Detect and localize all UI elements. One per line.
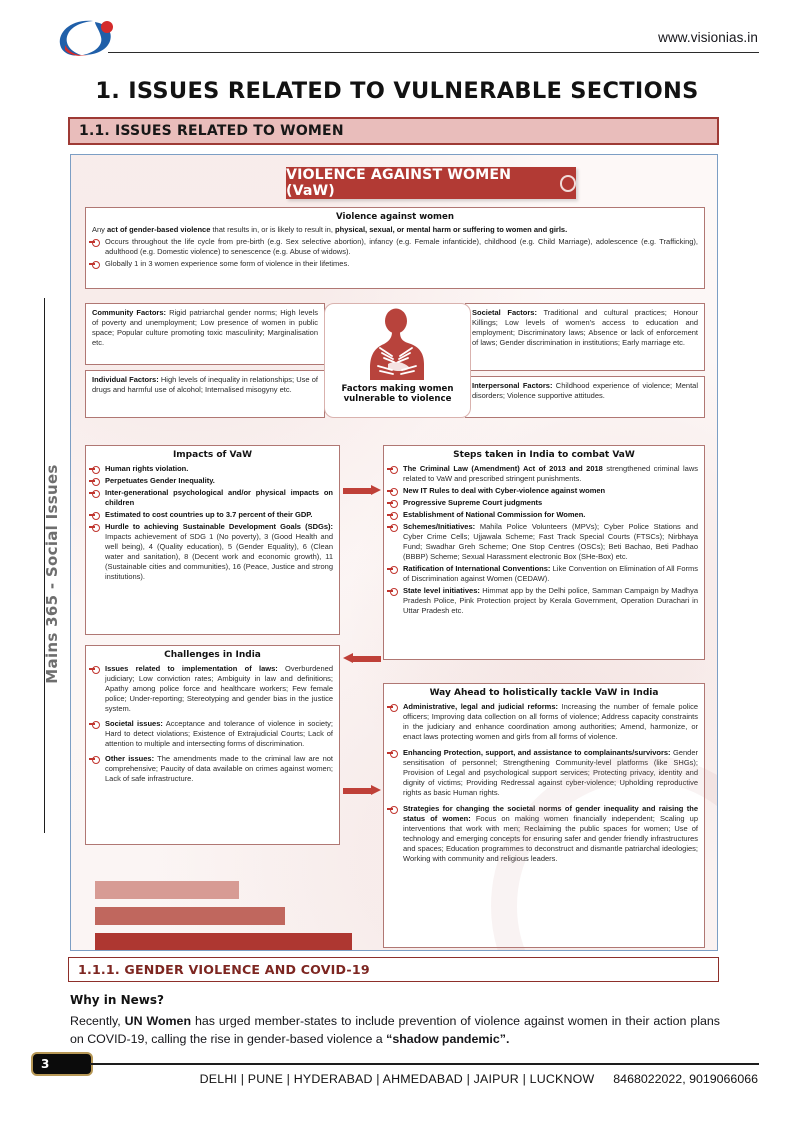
way-ahead-title: Way Ahead to holistically tackle VaW in India — [429, 688, 659, 698]
page-number: 3 — [41, 1057, 50, 1071]
societal-factors-label: Societal Factors: — [472, 308, 537, 317]
list-item-rest: Increasing the number of female police officers; Improving data collection on all forms of violence; Address capacity constraints in the judiciary and enhance coordination among authorities; Amend, harmonize, or enact laws protecting women and girls from all forms of violence. — [403, 702, 698, 741]
list-item-bold: Estimated to cost countries up to 3.7 percent of their GDP. — [105, 509, 313, 519]
list-item-rest: The amendments made to the criminal law are not comprehensive; Paucity of data available on crimes against women; Lack of safe infrastructure. — [105, 753, 333, 783]
decorative-bar-1 — [95, 881, 239, 899]
woman-silhouette-icon — [362, 308, 434, 382]
center-illustration-caption — [341, 384, 453, 405]
definition-lead-bold-2: physical, sexual, or mental harm or suffering to women and girls. — [335, 225, 568, 234]
decorative-bar-2 — [95, 907, 285, 925]
list-item — [390, 564, 698, 584]
challenges-card — [85, 645, 340, 845]
list-item — [390, 464, 698, 484]
list-item-bold: Establishment of National Commission for Women. — [403, 509, 586, 519]
list-item-bold: Ratification of International Conventions: — [403, 563, 551, 573]
societal-factors-card — [465, 303, 705, 371]
list-item-rest: Mahila Police Volunteers (MPVs); Cyber Police Stations and Cyber Crime Cells; Ujjawala Scheme; Fast Track Special Courts (FTSCs); Nirbhaya Fund; Swadhar Greh Scheme; One Stop Centres (OSCs); Beti Bachao, Beti Padhao (BBBP) Scheme; Sexual Harassment electronic Box (SHe-Box) etc. — [403, 521, 698, 561]
steps-list — [390, 464, 698, 616]
list-item-bold: New IT Rules to deal with Cyber-violence against women — [403, 485, 606, 495]
infographic-panel — [70, 154, 718, 951]
definition-lead-plain-1: Any — [92, 225, 108, 234]
list-item — [92, 522, 333, 582]
list-item-rest: Impacts achievement of SDG 1 (No poverty), 3 (Good Health and well being), 4 (Quality education), 5 (Gender Equality), 6 (Clean water and sanitation), 8 (Decent work and economic growth), 11 (Sustainable cities and communities), 16 (Peace, Justice and strong institutions). — [105, 531, 333, 581]
list-item — [390, 586, 698, 616]
infographic-banner-title: VIOLENCE AGAINST WOMEN (VaW) — [286, 167, 512, 199]
page-header — [0, 0, 794, 70]
definition-lead-plain-2: that results in, or is likely to result in, — [210, 225, 336, 234]
header-divider — [108, 52, 759, 53]
list-item-bold: Enhancing Protection, support, and assistance to complainants/survivors: — [403, 747, 671, 757]
steps-title: Steps taken in India to combat VaW — [453, 450, 635, 460]
impacts-card — [85, 445, 340, 635]
why-bold-1: UN Women — [124, 1014, 192, 1028]
definition-bullet-list — [92, 237, 698, 269]
list-item-bold: Hurdle to achieving Sustainable Development Goals (SDGs): — [105, 521, 333, 531]
list-item — [92, 719, 333, 749]
definition-lead — [92, 225, 698, 235]
challenges-title: Challenges in India — [164, 650, 261, 660]
list-item-bold: Strategies for changing the societal norms of gender inequality and raising the status of women: — [403, 803, 698, 823]
list-item — [92, 754, 333, 784]
page-title: 1. ISSUES RELATED TO VULNERABLE SECTIONS — [95, 78, 699, 104]
list-item — [390, 498, 698, 508]
list-item — [390, 804, 698, 864]
list-item-bold: Administrative, legal and judicial reforms: — [403, 702, 558, 711]
book-series-label: Mains 365 - Social Issues — [43, 464, 61, 684]
interpersonal-factors-card — [465, 376, 705, 418]
why-plain-1: Recently, — [70, 1014, 125, 1028]
footer-phone: 8468022022, 9019066066 — [613, 1072, 758, 1086]
why-plain-2: has urged member-states to include prevention of violence against women in their action plans on COVID-19, calling the rise in gender-based violence a — [70, 1014, 720, 1047]
why-in-news-heading: Why in News? — [70, 993, 164, 1007]
why-in-news-body — [70, 1012, 720, 1049]
arrow-impacts-to-steps-icon — [343, 485, 381, 496]
list-item — [390, 522, 698, 562]
list-item: Globally 1 in 3 women experience some form of violence in their lifetimes. — [92, 259, 698, 269]
list-item-bold: Other issues: — [105, 753, 155, 763]
list-item-rest: Gender sensitisation of personnel; Strengthening Community-level platforms (like SHGs); Provision of Legal and psychological support services; Protecting privacy, identity and dignity of victims; Providing Redressal against cyber-violence; Upholding reproductive rights as basic Human rights. — [403, 747, 698, 797]
definition-card — [85, 207, 705, 289]
list-item: Occurs throughout the life cycle from pre-birth (e.g. Sex selective abortion), infancy (e.g. Female infanticide), childhood (e.g. Child Marriage), adolescence (e.g. Trafficking), adulthood (e.g. Domestic violence) to senescence (e.g. Abuse of widows). — [92, 237, 698, 257]
list-item-rest: Overburdened judiciary; Low conviction rates; Ambiguity in law and definitions; Apathy among police force and healthcare workers; Few female police; Under-reporting; Stereotyping and gender bias in the justice system. — [105, 664, 333, 713]
list-item — [92, 488, 333, 508]
list-item — [390, 510, 698, 520]
list-item-bold: Inter-generational psychological and/or physical impacts on children — [105, 487, 333, 507]
decorative-bar-3 — [95, 933, 352, 951]
community-factors-card — [85, 303, 325, 365]
list-item — [92, 510, 333, 520]
list-item — [92, 664, 333, 714]
subsection-heading-bar — [68, 957, 719, 982]
list-item-rest: Acceptance and tolerance of violence in society; Hard to detect violations; Existence of Extrajudicial Courts; Lack of attention to multiple and intersecting forms of discrimination. — [105, 718, 333, 748]
circle-icon — [560, 175, 576, 192]
list-item-rest: Like Convention on Elimination of All Forms of Discrimination against Women (CEDAW). — [403, 563, 698, 583]
list-item-bold: Schemes/Initiatives: — [403, 521, 476, 531]
why-bold-2: “shadow pandemic”. — [386, 1032, 510, 1047]
interpersonal-factors-label: Interpersonal Factors: — [472, 381, 553, 390]
footer-divider — [90, 1063, 759, 1065]
steps-card — [383, 445, 705, 660]
list-item-bold: Perpetuates Gender Inequality. — [105, 475, 215, 485]
list-item-rest: Focus on making women financially independent; Scaling up interventions that work with men; Reclaiming the public spaces for women; Use of technology and emerging concepts for ensuring safer and gender friendly infrastructures and spaces; Education programmes to deconstruct and dismantle patriarchal ideologies; Working with community and religious leaders. — [403, 813, 698, 863]
way-ahead-list — [390, 702, 698, 864]
societal-factors-text: Traditional and cultural practices; Honour Killings; Low levels of women's access to education and employment; Discriminatory laws; Absence or lack of enforcement of laws; Gender discrimination in institutions; Early marriage etc. — [472, 308, 699, 347]
center-caption-line1: Factors making women — [341, 384, 454, 394]
interpersonal-factors-text: Childhood experience of violence; Mental disorders; Violence supportive attitudes. — [472, 381, 698, 400]
definition-title: Violence against women — [336, 212, 454, 222]
challenges-list — [92, 664, 333, 784]
list-item — [92, 464, 333, 474]
list-item — [390, 702, 698, 742]
list-item-bold: Societal issues: — [105, 718, 163, 728]
section-heading-label: 1.1. ISSUES RELATED TO WOMEN — [79, 123, 344, 139]
list-item-bold: The Criminal Law (Amendment) Act of 2013 and 2018 — [403, 464, 603, 473]
center-caption-line2: vulnerable to violence — [343, 394, 452, 405]
subsection-heading-label: 1.1.1. GENDER VIOLENCE AND COVID-19 — [78, 962, 370, 977]
individual-factors-card — [85, 370, 325, 418]
impacts-list — [92, 464, 333, 582]
arrow-challenges-to-wayahead-icon — [343, 785, 381, 796]
footer-cities: DELHI | PUNE | HYDERABAD | AHMEDABAD | JAIPUR | LUCKNOW — [199, 1072, 595, 1086]
definition-lead-bold-1: act of gender-based violence — [107, 225, 211, 234]
list-item — [390, 486, 698, 496]
center-illustration-card — [324, 303, 471, 418]
list-item-bold: State level initiatives: — [403, 585, 480, 595]
list-item-bold: Human rights violation. — [105, 464, 189, 473]
list-item-bold: Issues related to implementation of laws: — [105, 664, 278, 673]
list-item-rest: Himmat app by the Delhi police, Samman Campaign by Madhya Pradesh Police, Pink Protection project by Kerala Government, Operation Durachari in Uttar Pradesh etc. — [403, 585, 698, 615]
list-item-rest: strengthened criminal laws related to VaW and prescribed stringent punishments. — [403, 464, 698, 483]
list-item — [390, 748, 698, 798]
community-factors-label: Community Factors: — [92, 308, 167, 317]
community-factors-text: Rigid patriarchal gender norms; High levels of poverty and unemployment; Low presence of women in public space; Popular culture promoting toxic masculinity; Marginalisation etc. — [92, 308, 318, 347]
list-item — [92, 476, 333, 486]
impacts-title: Impacts of VaW — [172, 450, 253, 460]
arrow-steps-to-challenges-icon — [343, 653, 381, 664]
way-ahead-card — [383, 683, 705, 948]
individual-factors-label: Individual Factors: — [92, 375, 159, 384]
list-item-bold: Progressive Supreme Court judgments — [403, 497, 543, 507]
infographic-banner — [286, 167, 576, 199]
website-url: www.visionias.in — [658, 30, 758, 45]
individual-factors-text: High levels of inequality in relationships; Use of drugs and harmful use of alcohol; Internalised misogyny etc. — [92, 375, 318, 394]
section-heading-bar — [68, 117, 719, 145]
